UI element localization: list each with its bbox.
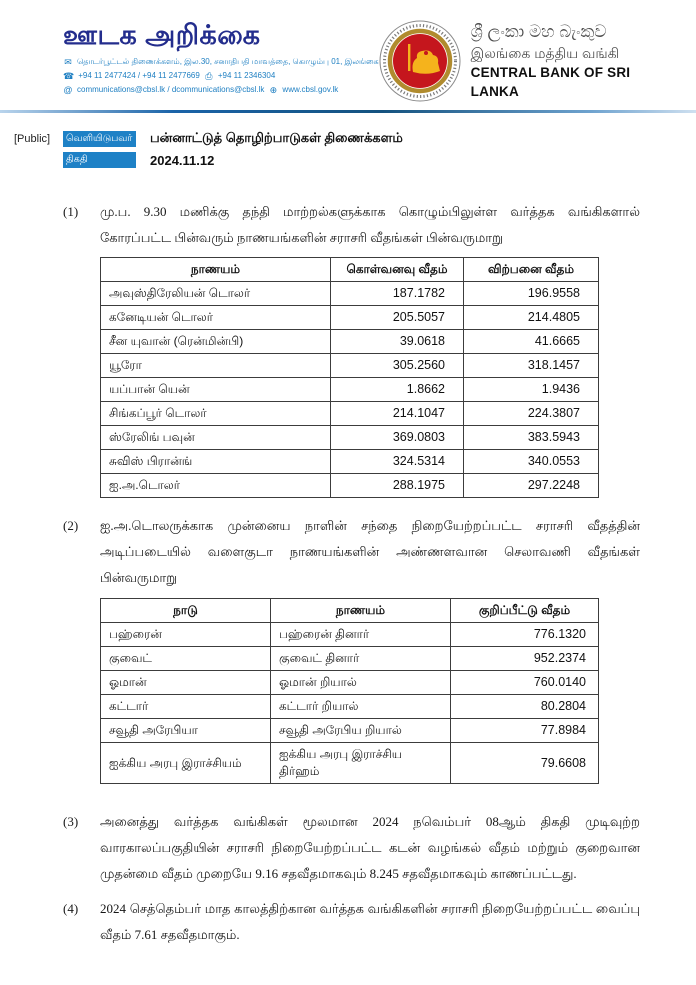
paragraph-4 [63, 896, 640, 948]
selling-rate-cell: 383.5943 [464, 426, 599, 450]
page-title: ஊடக அறிக்கை [63, 20, 261, 50]
column-header: விற்பனை வீதம் [464, 258, 599, 282]
contact-website: www.cbsl.gov.lk [282, 85, 339, 94]
selling-rate-cell: 318.1457 [464, 354, 599, 378]
date-badge: திகதி [63, 152, 136, 168]
selling-rate-cell: 214.4805 [464, 306, 599, 330]
table-row [101, 743, 599, 784]
paragraph-4-number: (4) [63, 901, 79, 916]
contact-address-row [63, 56, 379, 68]
contact-address: தொடர்பூட்டல் திணைக்களம், இல.30, சனாதிபதி மாவத்தை, கொழும்பு 01, இலங்கை [77, 57, 379, 66]
paragraph-3-number: (3) [63, 814, 79, 829]
currency-cell: சவூதி அரேபிய றியால் [271, 719, 451, 743]
paragraph-1-number: (1) [63, 204, 79, 219]
buying-rate-cell: 369.0803 [331, 426, 464, 450]
column-header: நாணயம் [271, 599, 451, 623]
table-row [101, 695, 599, 719]
table-row [101, 450, 599, 474]
buying-rate-cell: 324.5314 [331, 450, 464, 474]
table-row [101, 426, 599, 450]
envelope-icon: ✉ [64, 57, 72, 67]
currency-cell: கனேடியன் டொலர் [101, 306, 331, 330]
currency-cell: யூரோ [101, 354, 331, 378]
paragraph-2-text: ஐ.அ.டொலருக்காக முன்னைய நாளின் சந்தை நிறையேற்றப்பட்ட சராசரி வீதத்தின் அடிப்படையில் வளைகுடா நாணயங்களின் அண்ணளவான செலாவணி வீதங்கள் பின்வருமாறு [100, 518, 640, 585]
table-row [101, 474, 599, 498]
buying-rate-cell: 1.8662 [331, 378, 464, 402]
gulf-currencies-table [100, 598, 599, 784]
indicative-rate-cell: 952.2374 [451, 647, 599, 671]
buying-rate-cell: 305.2560 [331, 354, 464, 378]
indicative-rate-cell: 79.6608 [451, 743, 599, 784]
paragraph-2-number: (2) [63, 518, 79, 533]
currency-cell: சிங்கப்பூர் டொலர் [101, 402, 331, 426]
currency-cell: ஓமான் றியால் [271, 671, 451, 695]
column-header: நாடு [101, 599, 271, 623]
table-row [101, 330, 599, 354]
table-row [101, 647, 599, 671]
header [0, 0, 696, 108]
paragraph-1 [63, 199, 640, 251]
column-header: கொள்வனவு வீதம் [331, 258, 464, 282]
country-cell: பஹ்ரைன் [101, 623, 271, 647]
buying-rate-cell: 187.1782 [331, 282, 464, 306]
issuer-row [14, 130, 696, 147]
indicative-rate-cell: 80.2804 [451, 695, 599, 719]
bank-name-english: CENTRAL BANK OF SRI LANKA [470, 65, 631, 99]
currency-cell: குவைட் தினார் [271, 647, 451, 671]
table-row [101, 354, 599, 378]
cbsl-logo [379, 20, 461, 102]
buying-rate-cell: 288.1975 [331, 474, 464, 498]
indicative-rate-cell: 77.8984 [451, 719, 599, 743]
date-value: 2024.11.12 [150, 152, 215, 168]
currency-cell: ஸ்ரேலிங் பவுன் [101, 426, 331, 450]
table-row [101, 306, 599, 330]
table-row [101, 719, 599, 743]
contact-fax: +94 11 2346304 [217, 71, 276, 80]
date-row [14, 152, 696, 168]
header-left [63, 20, 379, 96]
buying-rate-cell: 39.0618 [331, 330, 464, 354]
contact-email-row [63, 84, 379, 96]
fax-icon: ⎙ [205, 71, 213, 81]
country-cell: ஐக்கிய அரபு இராச்சியம் [101, 743, 271, 784]
paragraph-2 [63, 513, 640, 591]
currency-cell: யப்பான் யென் [101, 378, 331, 402]
currency-cell: சீன யுவான் (ரென்மின்பி) [101, 330, 331, 354]
table-row [101, 623, 599, 647]
email-icon: @ [63, 85, 73, 95]
bank-name-tamil: இலங்கை மத்திய வங்கி [470, 45, 620, 61]
table-row [101, 378, 599, 402]
indicative-rate-cell: 776.1320 [451, 623, 599, 647]
table-row [101, 282, 599, 306]
selling-rate-cell: 297.2248 [464, 474, 599, 498]
column-header: நாணயம் [101, 258, 331, 282]
currency-cell: அவுஸ்திரேலியன் டொலர் [101, 282, 331, 306]
table-header-row [101, 599, 599, 623]
column-header: குறிப்பீட்டு வீதம் [451, 599, 599, 623]
currency-cell: ஐக்கிய அரபு இராச்சிய திர்ஹம் [271, 743, 451, 784]
table-row [101, 402, 599, 426]
currency-cell: பஹ்ரைன் தினார் [271, 623, 451, 647]
paragraph-3 [63, 809, 640, 887]
country-cell: கட்டார் [101, 695, 271, 719]
contact-emails: communications@cbsl.lk / dcommunications@cbsl.lk [77, 85, 265, 94]
paragraph-3-text: அனைத்து வர்த்தக வங்கிகள் மூலமான 2024 நவெம்பர் 08ஆம் திகதி முடிவுற்ற வாரகாலப்பகுதியின் சராசரி நிறையேற்றப்பட்ட கடன் வழங்கல் வீதம் மற்றும் குறைவான முதன்மை வீதம் முறையே 9.16 சதவீதமாகவும் 8.245 சதவீதமாகவும் காணப்பட்டது. [100, 814, 640, 881]
buying-rate-cell: 205.5057 [331, 306, 464, 330]
globe-icon: ⊕ [269, 85, 278, 95]
selling-rate-cell: 196.9558 [464, 282, 599, 306]
indicative-rate-cell: 760.0140 [451, 671, 599, 695]
selling-rate-cell: 1.9436 [464, 378, 599, 402]
currency-cell: கட்டார் றியால் [271, 695, 451, 719]
currency-cell: சுவிஸ் பிரான்ங் [101, 450, 331, 474]
meta-block [14, 130, 696, 168]
selling-rate-cell: 224.3807 [464, 402, 599, 426]
table-header-row [101, 258, 599, 282]
header-right [379, 20, 656, 102]
issuer-value: பன்னாட்டுத் தொழிற்பாடுகள் திணைக்களம் [150, 130, 403, 145]
buying-rate-cell: 214.1047 [331, 402, 464, 426]
country-cell: சவூதி அரேபியா [101, 719, 271, 743]
exchange-rates-table [100, 257, 599, 498]
paragraph-1-text: மு.ப. 9.30 மணிக்கு தந்தி மாற்றல்களுக்காக கொழும்பிலுள்ள வர்த்தக வங்கிகளால் கோரப்பட்ட பின்வரும் நாணயங்களின் சராசரி வீதங்கள் பின்வருமாறு [100, 204, 640, 245]
document-body [0, 199, 696, 948]
contact-phone-row [63, 70, 379, 82]
contact-phones: +94 11 2477424 / +94 11 2477669 [78, 71, 200, 80]
contact-block [63, 56, 379, 96]
issuer-badge: வெளியிடுபவர் [63, 131, 136, 147]
country-cell: ஓமான் [101, 671, 271, 695]
selling-rate-cell: 340.0553 [464, 450, 599, 474]
selling-rate-cell: 41.6665 [464, 330, 599, 354]
currency-cell: ஐ.அ.டொலர் [101, 474, 331, 498]
paragraph-4-text: 2024 செத்தெம்பர் மாத காலத்திற்கான வர்த்தக வங்கிகளின் சராசரி நிறையேற்றப்பட்ட வைப்பு வீதம் 7.61 சதவீதமாகும். [100, 901, 640, 942]
bank-name-block [471, 21, 656, 101]
bank-name-sinhala: ශ්‍රී ලංකා මහ බැංකුව [470, 22, 607, 41]
country-cell: குவைட் [101, 647, 271, 671]
table-row [101, 671, 599, 695]
classification-label: [Public] [14, 132, 51, 145]
header-divider [0, 110, 696, 113]
phone-icon: ☎ [63, 71, 75, 81]
